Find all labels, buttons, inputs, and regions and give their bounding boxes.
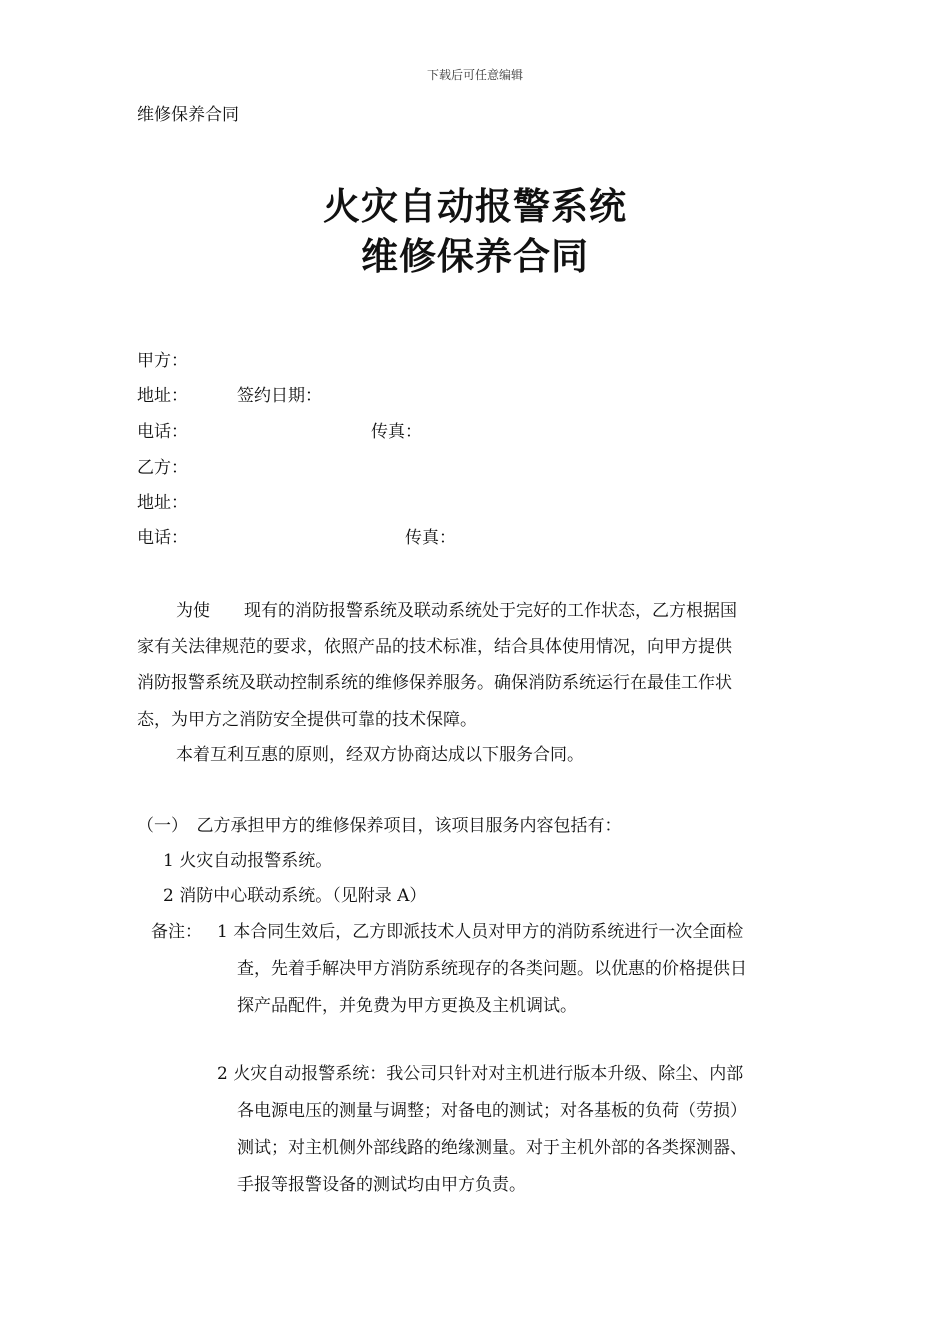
intro-line: 本着互利互惠的原则，经双方协商达成以下服务合同。 [176,745,584,765]
party-b-label: 乙方： [137,458,188,478]
section-heading: （一） 乙方承担甲方的维修保养项目，该项目服务内容包括有： [137,816,622,836]
note-line: 探产品配件，并免费为甲方更换及主机调试。 [237,996,577,1016]
note-line: 手报等报警设备的测试均由甲方负责。 [237,1175,526,1195]
party-b-fax-label: 传真： [405,528,456,548]
party-a-phone-label: 电话： [137,422,188,442]
party-a-label: 甲方： [137,351,188,371]
intro-line: 家有关法律规范的要求，依照产品的技术标准，结合具体使用情况，向甲方提供 [137,637,732,657]
party-b-address-label: 地址： [137,493,188,513]
intro-line: 态，为甲方之消防安全提供可靠的技术保障。 [137,710,477,730]
note-line: 2 火灾自动报警系统：我公司只针对对主机进行版本升级、除尘、内部 [217,1064,744,1084]
intro-line: 为使 现有的消防报警系统及联动系统处于完好的工作状态，乙方根据国 [176,601,737,621]
note-line: 测试；对主机侧外部线路的绝缘测量。对于主机外部的各类探测器、 [237,1138,747,1158]
note-line: 各电源电压的测量与调整；对备电的测试；对各基板的负荷（劳损） [237,1101,747,1121]
header-note: 下载后可任意编辑 [426,68,523,82]
document-label: 维修保养合同 [137,105,239,125]
party-a-fax-label: 传真： [371,422,422,442]
sign-date-label: 签约日期： [237,386,322,406]
page-title-line-2: 维修保养合同 [361,235,589,278]
list-item: 1 火灾自动报警系统。 [163,851,333,871]
note-label: 备注： [151,922,202,942]
intro-line: 消防报警系统及联动控制系统的维修保养服务。确保消防系统运行在最佳工作状 [137,673,732,693]
list-item: 2 消防中心联动系统。（见附录 A） [163,886,427,906]
page-title-line-1: 火灾自动报警系统 [323,185,627,228]
note-line: 1 本合同生效后，乙方即派技术人员对甲方的消防系统进行一次全面检 [217,922,744,942]
party-b-phone-label: 电话： [137,528,188,548]
note-line: 查，先着手解决甲方消防系统现存的各类问题。以优惠的价格提供日 [237,959,747,979]
party-a-address-label: 地址： [137,386,188,406]
